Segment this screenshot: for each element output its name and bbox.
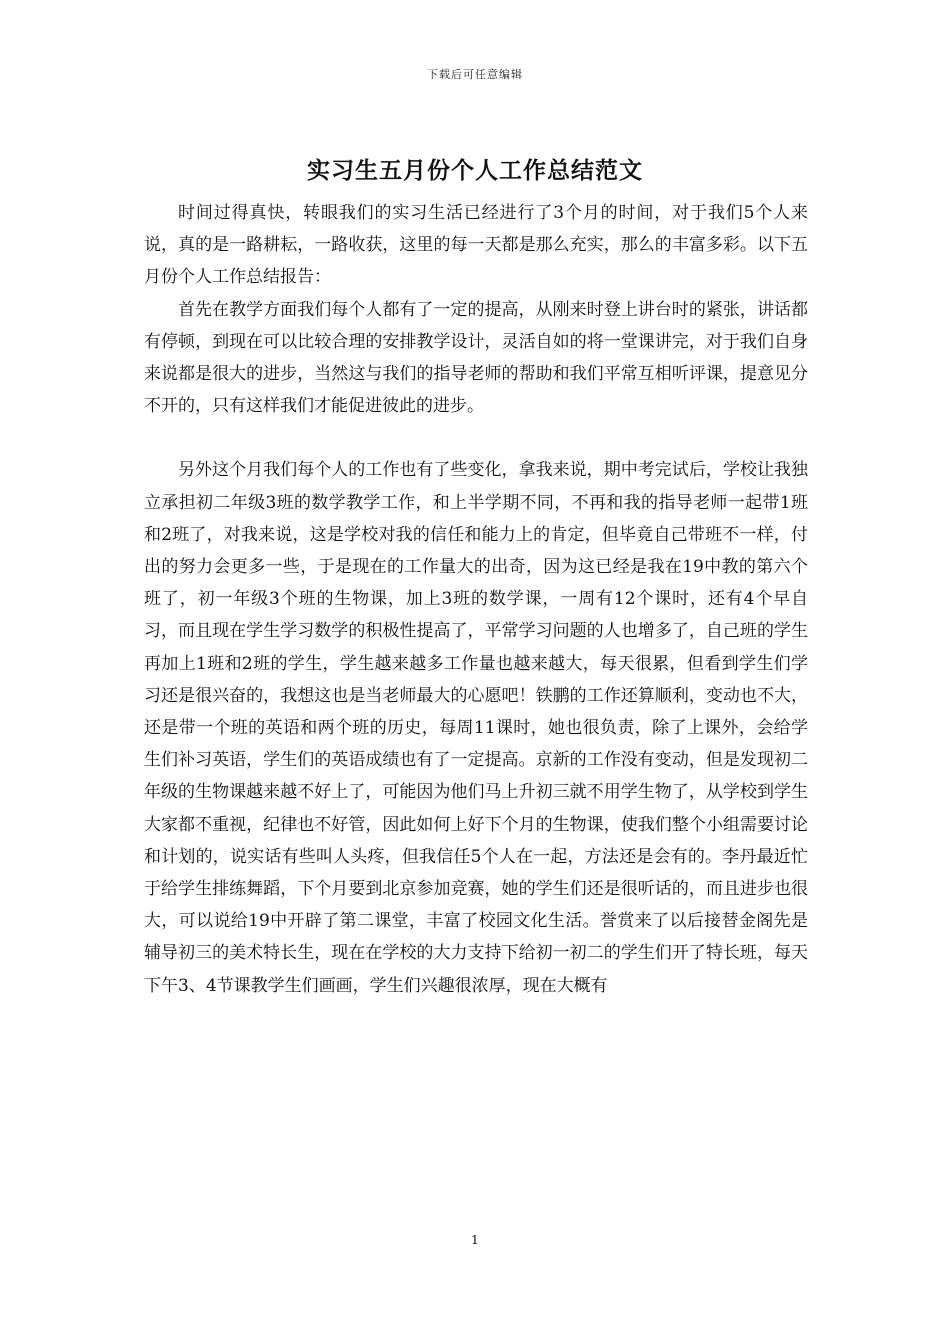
document-title: 实习生五月份个人工作总结范文 [307,157,643,184]
paragraph-work-changes: 另外这个月我们每个人的工作也有了些变化，拿我来说，期中考完试后，学校让我独立承担初二年级3班的数学教学工作，和上半学期不同，不再和我的指导老师一起带1班和2班了，对我来说，这是学校对我的信任和能力上的肯定，但毕竟自己带班不一样，付出的努力会更多一些，于是现在的工作量大的出奇，因为这已经是我在19中教的第六个班了，初一年级3个班的生物课，加上3班的数学课，一周有12个课时，还有4个早自习，而且现在学生学习数学的积极性提高了，平常学习问题的人也增多了，自己班的学生再加上1班和2班的学生，学生越来越多工作量也越来越大，每天很累，但看到学生们学习还是很兴奋的，我想这也是当老师最大的心愿吧！铁鹏的工作还算顺利，变动也不大，还是带一个班的英语和两个班的历史，每周11课时，她也很负责，除了上课外，会给学生们补习英语，学生们的英语成绩也有了一定提高。京新的工作没有变动，但是发现初二年级的生物课越来越不好上了，可能因为他们马上升初三就不用学生物了，从学校到学生大家都不重视，纪律也不好管，因此如何上好下个月的生物课，使我们整个小组需要讨论和计划的，说实话有些叫人头疼，但我信任5个人在一起，方法还是会有的。李丹最近忙于给学生排练舞蹈，下个月要到北京参加竞赛，她的学生们还是很听话的，而且进步也很大，可以说给19中开辟了第二课堂，丰富了校园文化生活。誉赏来了以后接替金阁先是辅导初三的美术特长生，现在在学校的大力支持下给初一初二的学生们开了特长班，每天下午3、4节课教学生们画画，学生们兴趣很浓厚，现在大概有 [144,460,808,996]
paragraph-intro: 时间过得真快，转眼我们的实习生活已经进行了3个月的时间，对于我们5个人来说，真的是一路耕耘，一路收获，这里的每一天都是那么充实，那么的丰富多彩。以下五月份个人工作总结报告： [144,203,808,288]
page-number: 1 [471,1233,479,1247]
paragraph-teaching: 首先在教学方面我们每个人都有了一定的提高，从刚来时登上讲台时的紧张，讲话都有停顿，到现在可以比较合理的安排教学设计，灵活自如的将一堂课讲完，对于我们自身来说都是很大的进步，当然这与我们的指导老师的帮助和我们平常互相听评课，提意见分不开的，只有这样我们才能促进彼此的进步。 [144,299,808,417]
header-note: 下载后可任意编辑 [427,68,523,81]
document-body [144,197,808,1002]
paragraph-spacer [144,422,808,454]
